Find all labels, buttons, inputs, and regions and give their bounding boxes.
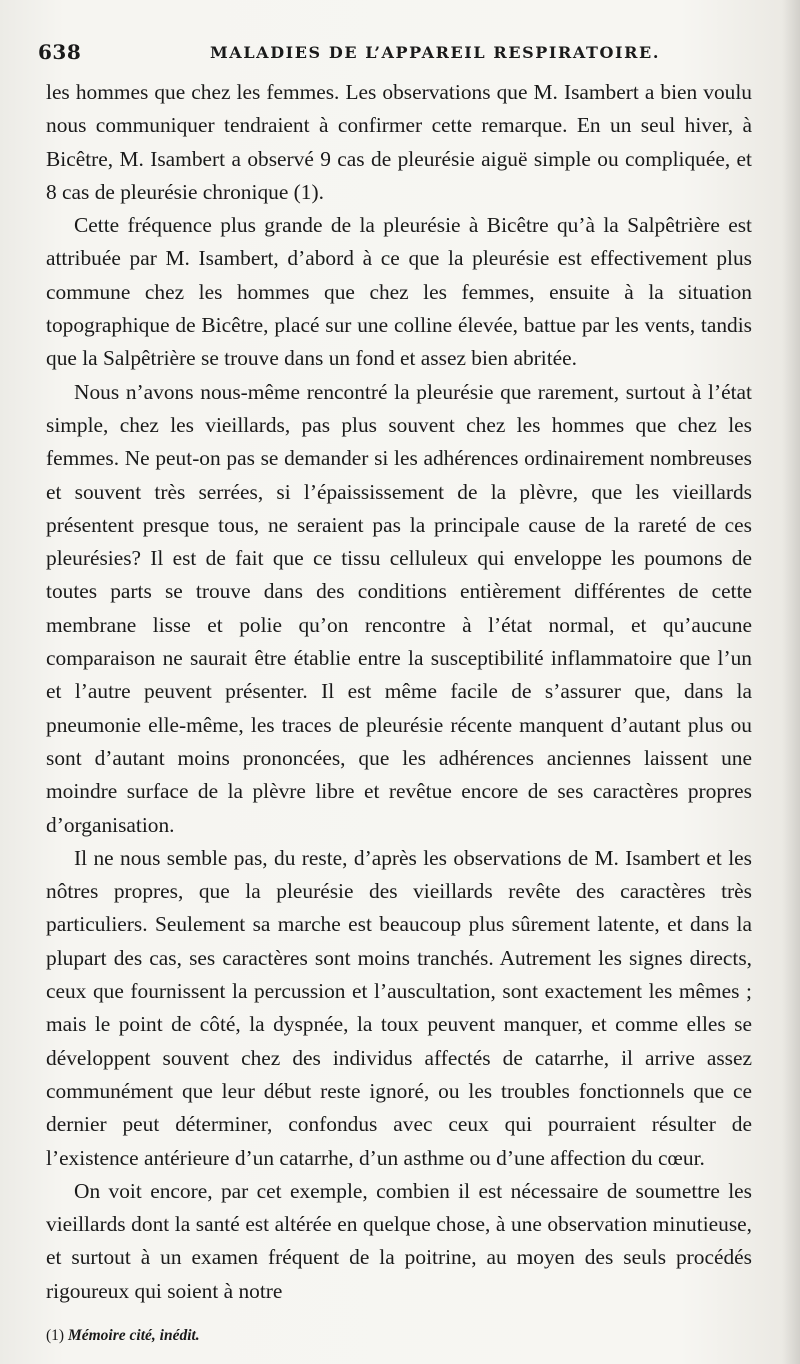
footnote	[46, 1326, 200, 1346]
footnote-mark: (1)	[46, 1327, 65, 1344]
running-head: MALADIES DE L’APPAREIL RESPIRATOIRE.	[210, 43, 661, 62]
paragraph-4: Il ne nous semble pas, du reste, d’après les observations de M. Isambert et les nôtres propres, que la pleurésie des vieillards revête des caractères très particuliers. Seulement sa marche est beaucoup plus sûrement latente, et dans la plupart des cas, ses caractères sont moins tranchés. Autrement les signes directs, ceux que fournissent la percussion et l’auscultation, sont exactement les mêmes ; mais le point de côté, la dyspnée, la toux peuvent manquer, et comme elles se développent souvent chez des individus affectés de catarrhe, il arrive assez communément que leur début reste ignoré, ou les troubles fonctionnels que ce dernier peut déterminer, confondus avec ceux qui pourraient résulter de l’existence antérieure d’un catarrhe, d’un asthme ou d’une affection du cœur.	[46, 845, 752, 1170]
footnote-text: Mémoire cité, inédit.	[67, 1327, 200, 1344]
paragraph-2: Cette fréquence plus grande de la pleurésie à Bicêtre qu’à la Salpêtrière est attribuée par M. Isambert, d’abord à ce que la pleurésie est effectivement plus commune chez les hommes que chez les femmes, ensuite à la situation topographique de Bicêtre, placé sur une colline élevée, battue par les vents, tandis que la Salpêtrière se trouve dans un fond et assez bien abritée.	[46, 213, 752, 371]
page-number: 638	[38, 40, 82, 64]
paragraph-1: les hommes que chez les femmes. Les observations que M. Isambert a bien voulu nous communiquer tendraient à confirmer cette remarque. En un seul hiver, à Bicêtre, M. Isambert a observé 9 cas de pleurésie aiguë simple ou compliquée, et 8 cas de pleurésie chronique (1).	[46, 80, 752, 204]
paragraph-5: On voit encore, par cet exemple, combien il est nécessaire de soumettre les vieillards dont la santé est altérée en quelque chose, à une observation minutieuse, et surtout à un examen fréquent de la poitrine, au moyen des seuls procédés rigoureux qui soient à notre	[46, 1178, 752, 1303]
page-edge-shadow	[782, 0, 800, 1364]
page-header	[38, 40, 758, 68]
paragraph-3: Nous n’avons nous-même rencontré la pleurésie que rarement, surtout à l’état simple, chez les vieillards, pas plus souvent chez les hommes que chez les femmes. Ne peut-on pas se demander si les adhérences ordinairement nombreuses et souvent très serrées, si l’épaississement de la plèvre, que les vieillards présentent presque tous, ne seraient pas la principale cause de la rareté de ces pleurésies? Il est de fait que ce tissu celluleux qui enveloppe les poumons de toutes parts se trouve dans des conditions entièrement différentes de cette membrane lisse et polie qu’on rencontre à l’état normal, et qu’aucune comparaison ne saurait être établie entre la susceptibilité inflammatoire que l’un et l’autre peuvent présenter. Il est même facile de s’assurer que, dans la pneumonie elle-même, les traces de pleurésie récente manquent d’autant plus ou sont d’autant moins prononcées, que les adhérences anciennes laissent une moindre surface de la plèvre libre et revêtue encore de ses caractères propres d’organisation.	[46, 379, 752, 837]
body-text	[46, 76, 752, 1308]
